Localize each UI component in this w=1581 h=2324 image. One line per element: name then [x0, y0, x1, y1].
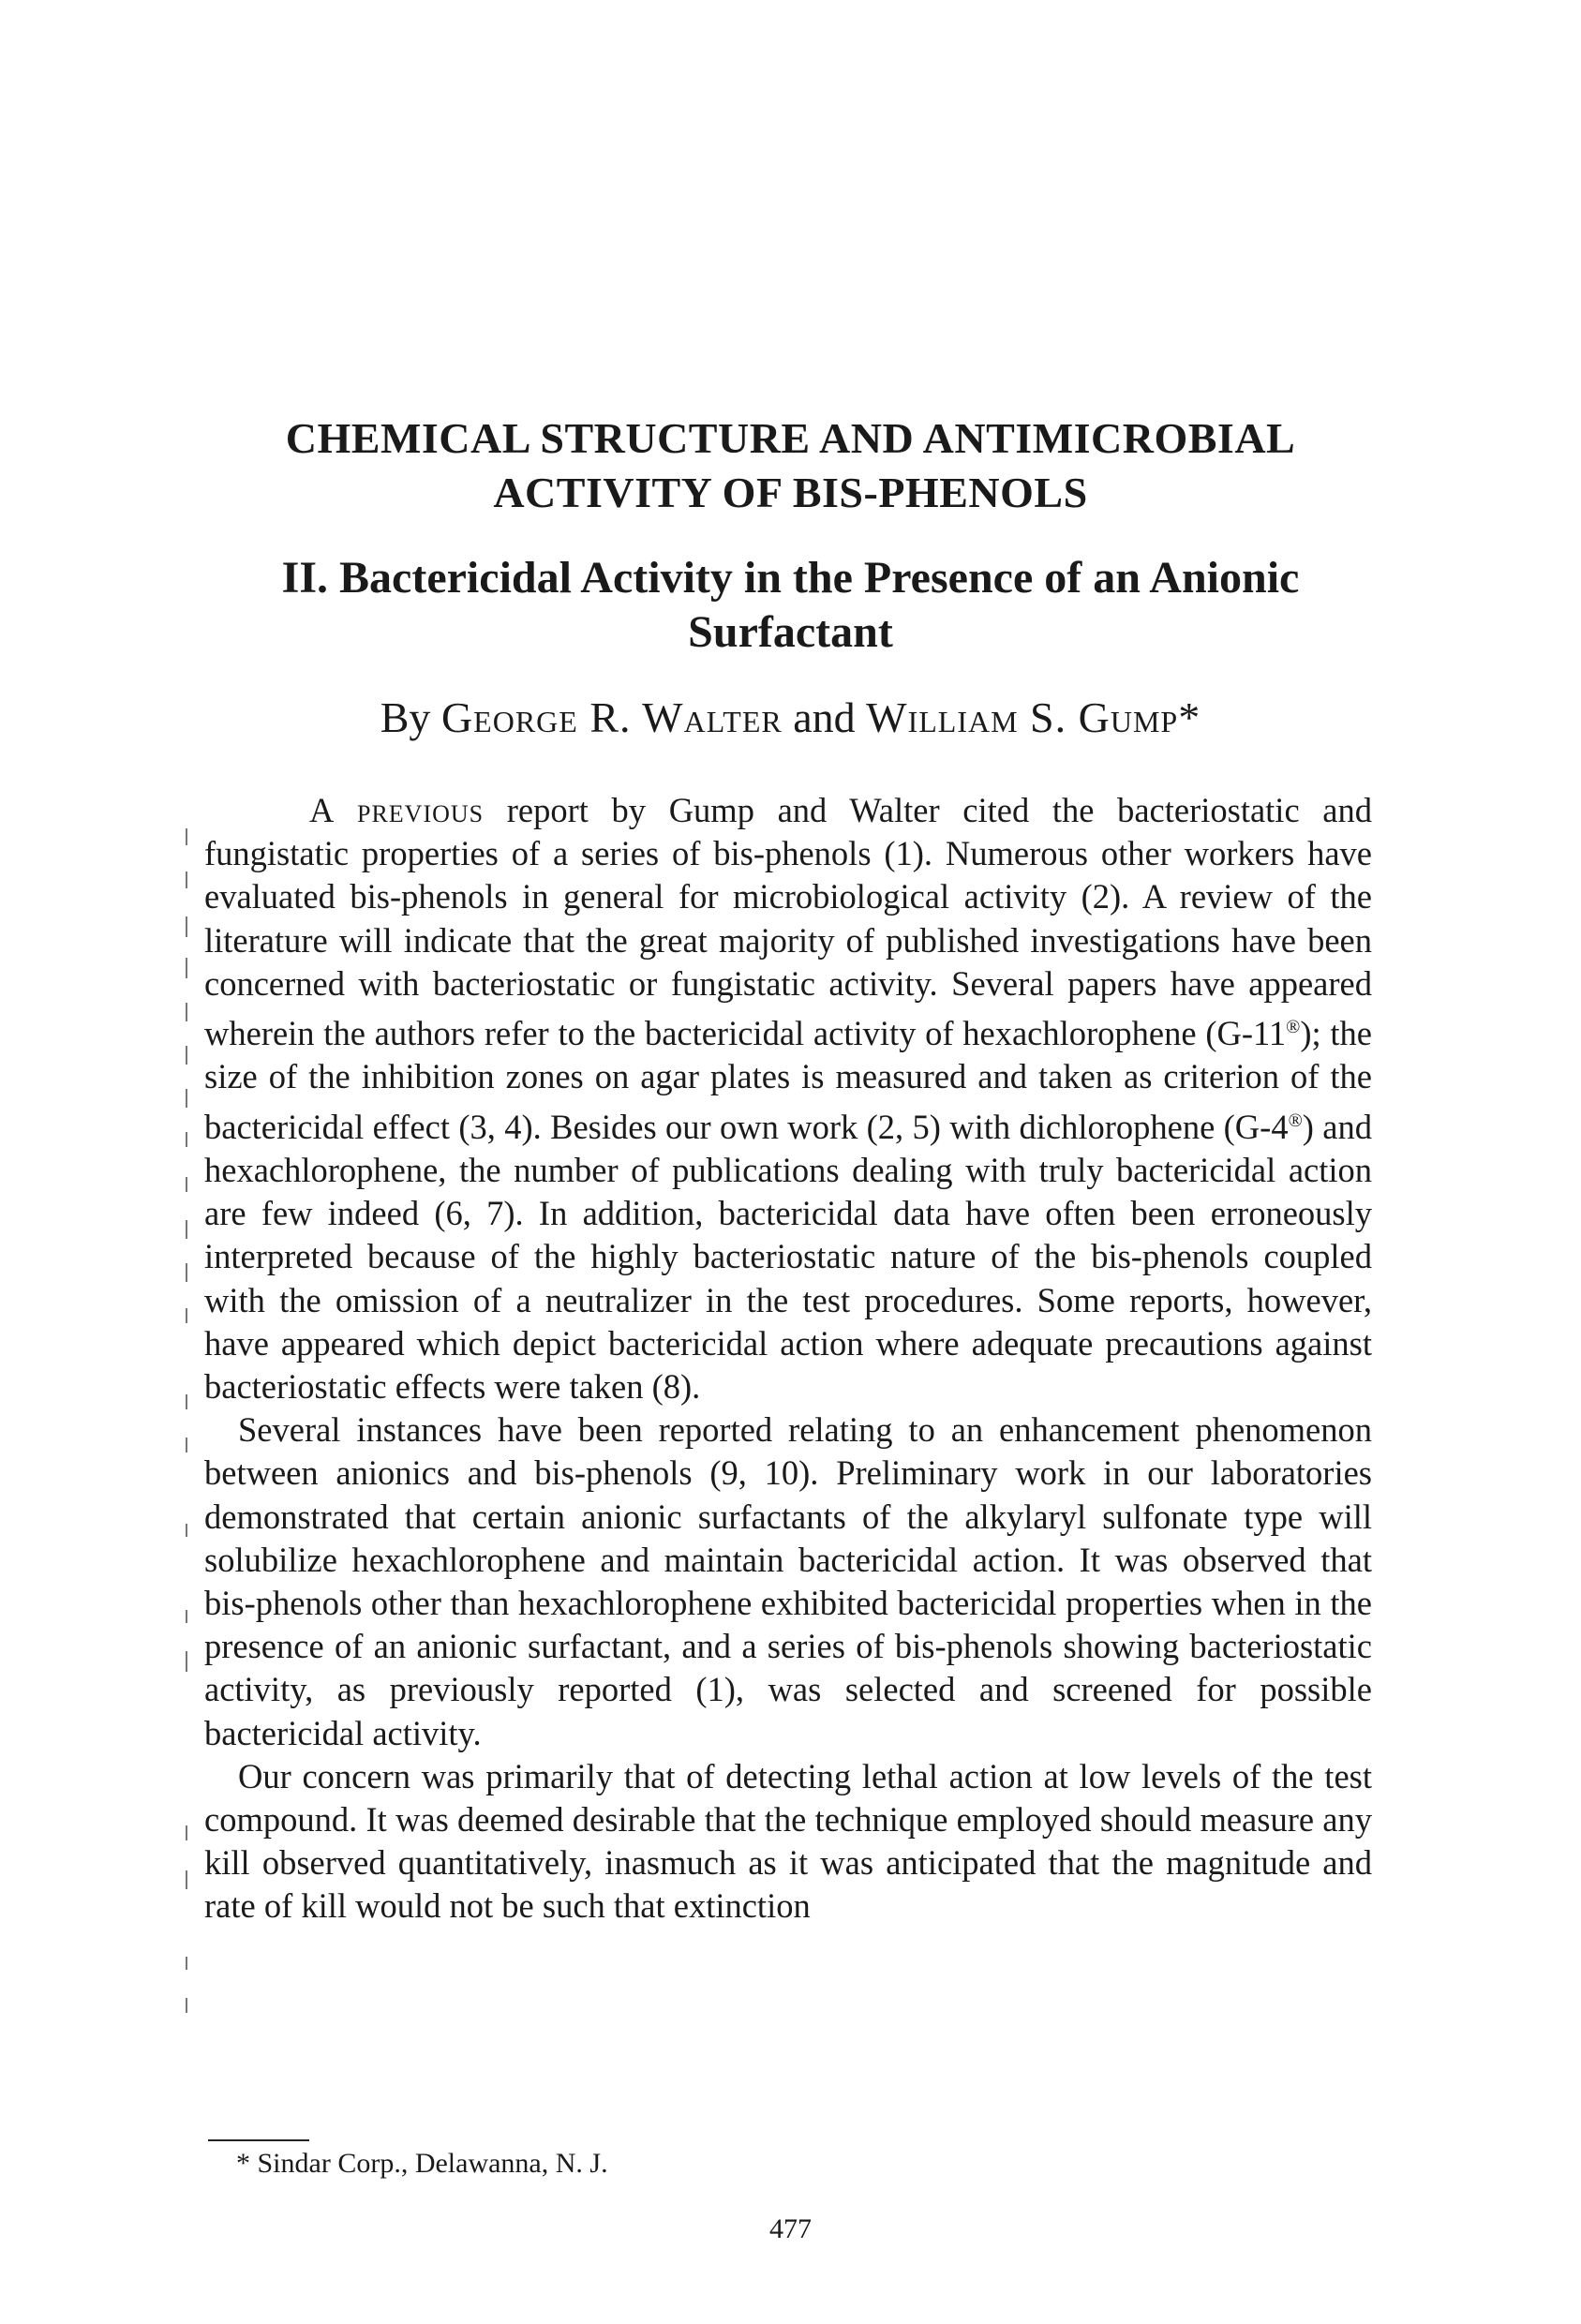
- footnote: * Sindar Corp., Delawanna, N. J.: [236, 2148, 608, 2179]
- paragraph-3: Our concern was primarily that of detecting lethal action at low levels of the test compound. It was deemed desirable that the technique employed should measure any kill observed quantitatively, inasmuch as it was anticipated that the magnitude and rate of kill would not be such that extinction: [204, 1756, 1372, 1926]
- paragraph-1-lead: A previous: [309, 791, 485, 829]
- byline: [0, 692, 1581, 744]
- page-number: 477: [769, 2213, 812, 2244]
- paragraph-2: Several instances have been reported relating to an enhancement phenomenon between anionics and bis-phenols (9, 10). Preliminary work in our laboratories demonstrated that certain anionic surfactants of the alkylaryl sulfonate type will solubilize hexachlorophene and maintain bactericidal action. It was observed that bis-phenols other than hexachlorophene exhibited bactericidal properties when in the presence of an anionic surfactant, and a series of bis-phenols showing bacteriostatic activity, as previously reported (1), was selected and screened for possible bactericidal activity.: [204, 1410, 1372, 1752]
- paragraph-1-text-2: ); the size of the inhibition zones on agar plates is measured and taken as criterion of the bactericidal effect (3, 4). Besides our own work (2, 5) with dichlorophene (G-4: [204, 1014, 1372, 1146]
- paragraph-1-text-1: report by Gump and Walter cited the bacteriostatic and fungistatic properties of a series of bis-phenols (1). Numerous other workers have evaluated bis-phenols in general for microbiological activity (2). A review of the literature will indicate that the great majority of published investigations have been concerned with bacteriostatic or fungistatic activity. Several papers have appeared wherein the authors refer to the bactericidal activity of hexachlorophene (G-11: [204, 791, 1372, 1053]
- article-title-line-1: CHEMICAL STRUCTURE AND ANTIMICROBIAL: [285, 414, 1296, 462]
- byline-by: By: [380, 693, 431, 741]
- article-title-line-2: ACTIVITY OF BIS-PHENOLS: [493, 469, 1088, 516]
- article-body: [204, 789, 1372, 1929]
- article-subtitle: II. Bactericidal Activity in the Presence of an Anionic Surfactant: [281, 553, 1300, 657]
- paragraph-1-text-3: ) and hexachlorophene, the number of publications dealing with truly bactericidal action are few indeed (6, 7). In addition, bactericidal data have often been erroneously interpreted because of the highly bacteriostatic nature of the bis-phenols coupled with the omission of a neutralizer in the test procedures. Some reports, however, have appeared which depict bactericidal action where adequate precautions against bacteriostatic effects were taken (8).: [204, 1107, 1372, 1406]
- paragraph-1: [204, 789, 1372, 1408]
- author-2: William S. Gump*: [866, 693, 1201, 741]
- registered-mark-1: ®: [1286, 1017, 1301, 1038]
- footnote-divider: [208, 2139, 309, 2141]
- author-1: George R. Walter: [440, 693, 783, 741]
- registered-mark-2: ®: [1288, 1110, 1303, 1131]
- margin-scan-marks: [186, 808, 191, 2007]
- byline-and: and: [793, 693, 856, 741]
